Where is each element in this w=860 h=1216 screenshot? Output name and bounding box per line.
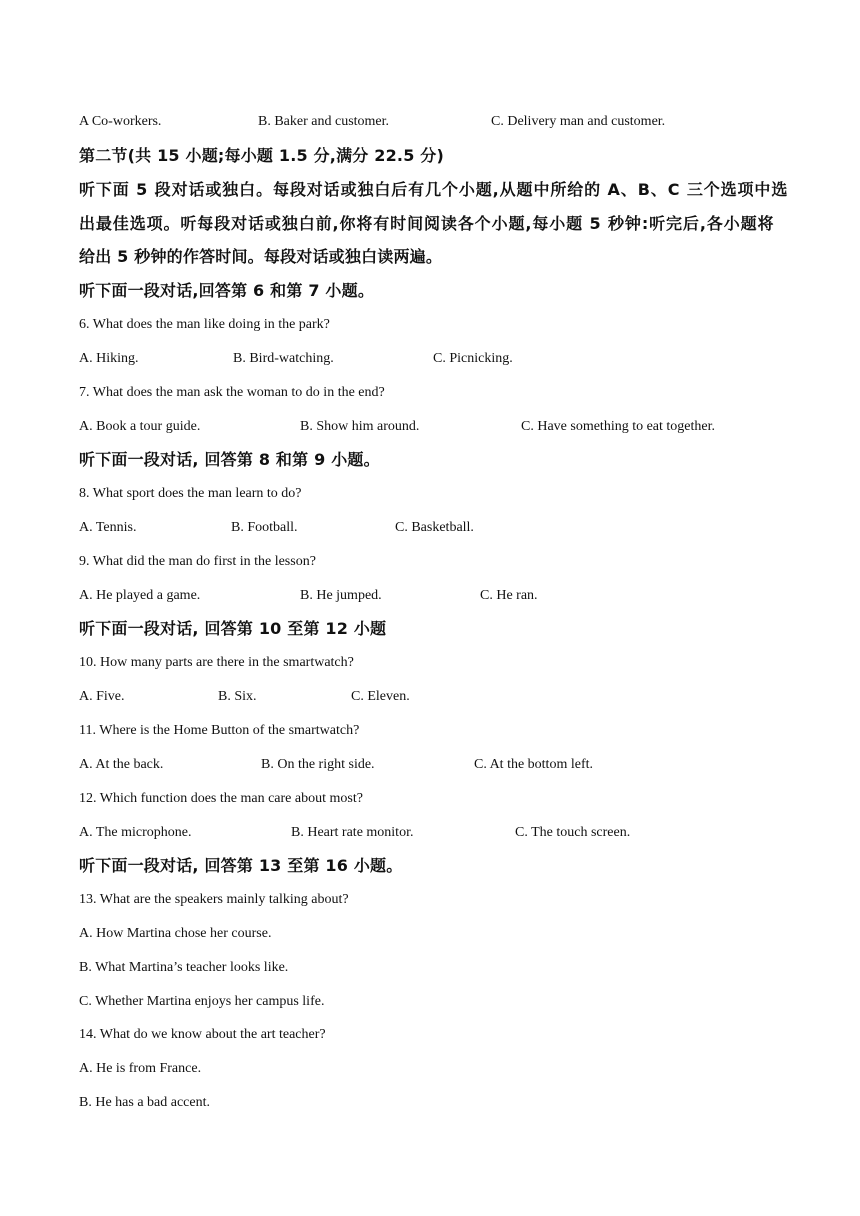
question-12: 12. Which function does the man care about most? [79,791,363,806]
q8-option-b: B. Football. [231,520,298,535]
q12-option-a: A. The microphone. [79,825,192,840]
q6-option-a: A. Hiking. [79,351,139,366]
section-heading: 第二节(共 15 小题;每小题 1.5 分,满分 22.5 分) [79,146,445,165]
q9-option-b: B. He jumped. [300,588,382,603]
question-10: 10. How many parts are there in the smartwatch? [79,655,354,670]
q12-option-c: C. The touch screen. [515,825,631,840]
group-prompt-2: 听下面一段对话, 回答第 8 和第 9 小题。 [79,450,380,469]
q8-option-a: A. Tennis. [79,520,137,535]
q10-option-a: A. Five. [79,689,125,704]
q9-option-a: A. He played a game. [79,588,201,603]
q5-option-c: C. Delivery man and customer. [491,114,666,129]
q6-option-c: C. Picnicking. [433,351,513,366]
q10-option-c: C. Eleven. [351,689,410,704]
q8-option-c: C. Basketball. [395,520,474,535]
q7-option-b: B. Show him around. [300,419,420,434]
question-9: 9. What did the man do first in the lesson? [79,554,316,569]
question-14: 14. What do we know about the art teacher? [79,1027,326,1042]
q11-option-a: A. At the back. [79,757,164,772]
q7-option-a: A. Book a tour guide. [79,419,201,434]
q11-option-b: B. On the right side. [261,757,375,772]
q13-option-a: A. How Martina chose her course. [79,926,272,941]
q7-option-c: C. Have something to eat together. [521,419,716,434]
instructions-line-1: 听下面 5 段对话或独白。每段对话或独白后有几个小题,从题中所给的 A、B、C 三个选项中选 [79,180,789,199]
group-prompt-1: 听下面一段对话,回答第 6 和第 7 小题。 [79,281,375,300]
question-8: 8. What sport does the man learn to do? [79,486,302,501]
q13-option-b: B. What Martina’s teacher looks like. [79,960,289,975]
question-11: 11. Where is the Home Button of the smartwatch? [79,723,360,738]
question-6: 6. What does the man like doing in the park? [79,317,330,332]
q14-option-b: B. He has a bad accent. [79,1095,210,1110]
instructions-line-3: 给出 5 秒钟的作答时间。每段对话或独白读两遍。 [79,247,443,266]
question-7: 7. What does the man ask the woman to do in the end? [79,385,385,400]
q10-option-b: B. Six. [218,689,257,704]
q6-option-b: B. Bird-watching. [233,351,334,366]
question-13: 13. What are the speakers mainly talking about? [79,892,349,907]
q9-option-c: C. He ran. [480,588,538,603]
group-prompt-4: 听下面一段对话, 回答第 13 至第 16 小题。 [79,856,403,875]
q5-option-a: A Co-workers. [79,114,162,129]
q11-option-c: C. At the bottom left. [474,757,593,772]
q13-option-c: C. Whether Martina enjoys her campus life. [79,994,325,1009]
q14-option-a: A. He is from France. [79,1061,202,1076]
group-prompt-3: 听下面一段对话, 回答第 10 至第 12 小题 [79,619,387,638]
instructions-line-2: 出最佳选项。听每段对话或独白前,你将有时间阅读各个小题,每小题 5 秒钟:听完后,各小题将 [79,214,775,233]
q12-option-b: B. Heart rate monitor. [291,825,414,840]
q5-option-b: B. Baker and customer. [258,114,390,129]
